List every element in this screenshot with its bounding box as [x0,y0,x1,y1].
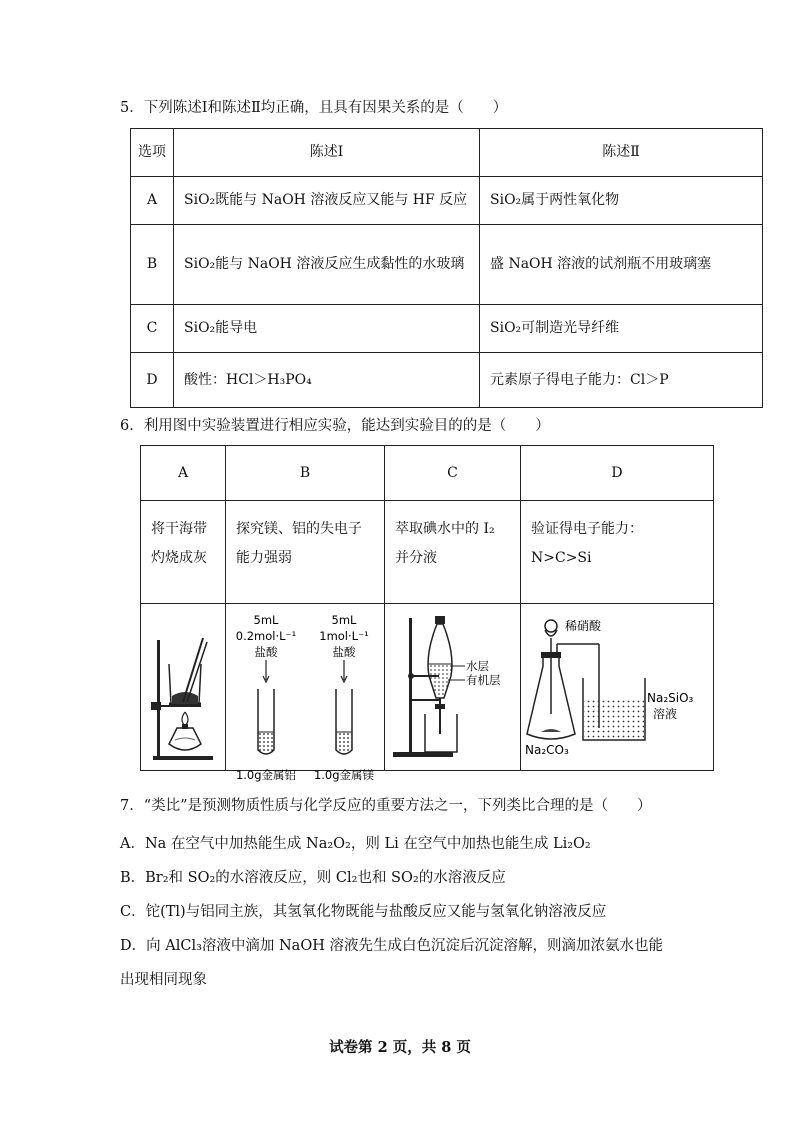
burning-apparatus-diagram [141,604,225,766]
desc-line: 探究镁、铝的失电子 [236,521,362,537]
desc-line: 萃取碘水中的 I₂ [395,521,495,537]
tube2-metal: 1.0g金属镁 [313,768,375,782]
tube1-metal: 1.0g金属铝 [235,768,297,782]
sodium-carbonate-label: Na₂CO₃ [525,743,569,757]
water-layer-label: 水层 [466,659,489,673]
sodium-silicate-label: Na₂SiO₃ [647,691,694,705]
q7-option-d: D．向 AlCl₃溶液中滴加 NaOH 溶液先生成白色沉淀后沉淀溶解，则滴加浓氨水也能 [120,938,663,954]
desc-a [141,501,226,604]
table-header-row [131,129,763,177]
test-tubes-diagram [226,604,384,782]
col-label-b: B [226,446,385,501]
q7-stem: 7．“类比”是预测物质性质与化学反应的重要方法之一，下列类比合理的是（ ） [120,798,652,814]
table-row [141,501,714,604]
q7-option-b: B．Br₂和 SO₂的水溶液反应，则 Cl₂也和 SO₂的水溶液反应 [120,870,506,886]
table-row [131,353,763,408]
col-label-d: D [521,446,714,501]
q5-stem: 5．下列陈述Ⅰ和陈述Ⅱ均正确，且具有因果关系的是（ ） [120,100,508,116]
q7-option-c: C．铊(Tl)与铝同主族，其氢氧化物既能与盐酸反应又能与氢氧化钠溶液反应 [120,904,607,920]
table-row [131,305,763,353]
col-label-a: A [141,446,226,501]
desc-line: 并分液 [395,550,437,566]
desc-d [521,501,714,604]
table-row [131,225,763,305]
desc-line: 验证得电子能力： [531,521,643,537]
row-statement-1: SiO₂既能与 NaOH 溶液反应又能与 HF 反应 [174,177,480,225]
row-option: A [131,177,174,225]
row-statement-2: 元素原子得电子能力：Cl＞P [480,353,763,408]
row-option: D [131,353,174,408]
header-statement-1: 陈述Ⅰ [174,129,480,177]
q6-stem: 6．利用图中实验装置进行相应实验，能达到实验目的的是（ ） [120,418,550,434]
desc-line: 灼烧成灰 [151,550,207,566]
desc-b [226,501,385,604]
tube1-volume: 5mL [253,613,279,627]
row-statement-2: SiO₂属于两性氧化物 [480,177,763,225]
figure-d [521,604,714,771]
page-footer: 试卷第 2 页，共 8 页 [329,1039,471,1056]
desc-line: 能力强弱 [236,550,292,566]
table-header-row [141,446,714,501]
solution-label: 溶液 [653,707,678,721]
table-row [131,177,763,225]
desc-c [385,501,521,604]
row-option: B [131,225,174,305]
figure-a [141,604,226,771]
col-label-c: C [385,446,521,501]
gas-generation-diagram [521,604,713,766]
q6-table [140,445,714,782]
header-statement-2: 陈述Ⅱ [480,129,763,177]
tube2-acid: 盐酸 [332,645,356,659]
row-statement-2: SiO₂可制造光导纤维 [480,305,763,353]
row-option: C [131,305,174,353]
header-option: 选项 [131,129,174,177]
figure-c [385,604,521,771]
desc-line: 将干海带 [151,521,207,537]
figure-b [226,604,385,782]
tube2-volume: 5mL [331,613,357,627]
q7-option-a: A．Na 在空气中加热能生成 Na₂O₂，则 Li 在空气中加热也能生成 Li₂O₂ [120,836,591,852]
tube2-concentration: 1mol·L⁻¹ [319,629,369,643]
tube1-acid: 盐酸 [254,645,278,659]
nitric-acid-label: 稀硝酸 [565,619,602,633]
separatory-funnel-diagram [385,604,520,766]
organic-layer-label: 有机层 [466,673,501,687]
q7-option-d-continued: 出现相同现象 [120,972,207,988]
row-statement-1: 酸性：HCl＞H₃PO₄ [174,353,480,408]
q5-table [130,128,763,408]
figure-row [141,604,714,771]
row-statement-2: 盛 NaOH 溶液的试剂瓶不用玻璃塞 [480,225,763,305]
tube1-concentration: 0.2mol·L⁻¹ [235,629,297,643]
row-statement-1: SiO₂能与 NaOH 溶液反应生成黏性的水玻璃 [174,225,480,305]
desc-line: N>C>Si [531,550,592,566]
row-statement-1: SiO₂能导电 [174,305,480,353]
